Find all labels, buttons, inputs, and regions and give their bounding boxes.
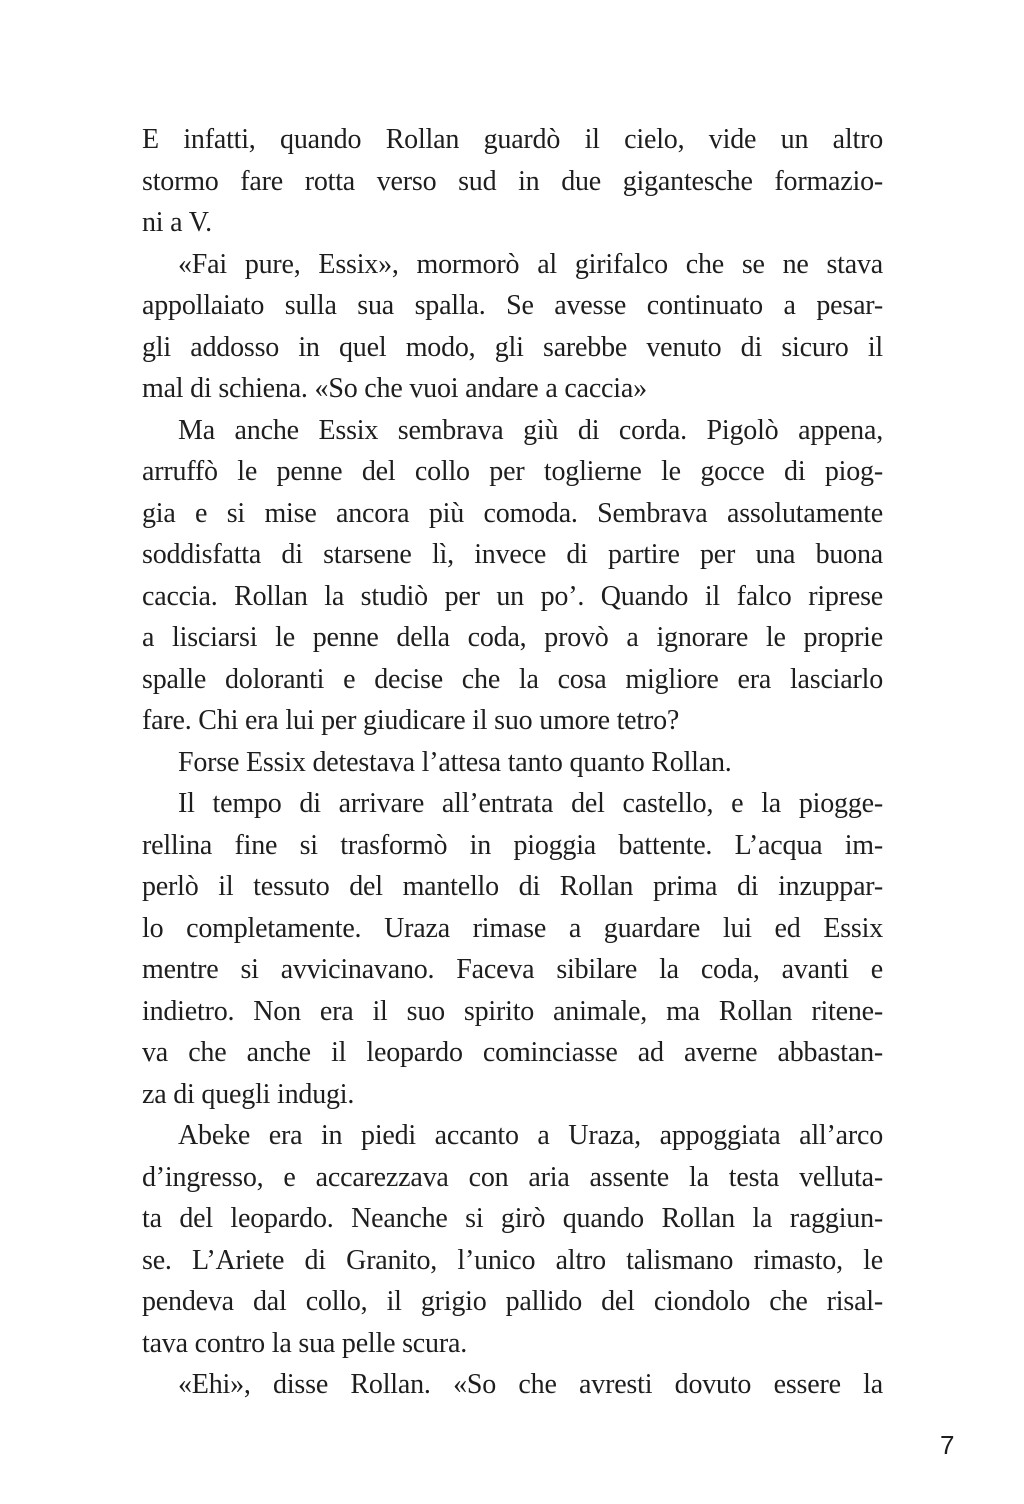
text-line: Ma anche Essix sembrava giù di corda. Pigolò appena, (178, 414, 883, 446)
text-line: tava contro la sua pelle scura. (142, 1327, 467, 1359)
text-line: gli addosso in quel modo, gli sarebbe venuto di sicuro il (142, 331, 883, 363)
text-line: va che anche il leopardo cominciasse ad averne abbastan- (142, 1037, 883, 1068)
text-line: mal di schiena. «So che vuoi andare a caccia» (142, 373, 647, 404)
text-line: E infatti, quando Rollan guardò il cielo, vide un altro (142, 124, 883, 155)
text-line: Abeke era in piedi accanto a Uraza, appoggiata all’arco (178, 1120, 883, 1151)
text-line: spalle doloranti e decise che la cosa migliore era lasciarlo (142, 663, 883, 695)
text-line: Forse Essix detestava l’attesa tanto quanto Rollan. (178, 746, 732, 778)
text-line: rellina fine si trasformò in pioggia battente. L’acqua im- (142, 829, 883, 861)
text-line: se. L’Ariete di Granito, l’unico altro talismano rimasto, le (142, 1244, 883, 1276)
text-line: soddisfatta di starsene lì, invece di partire per una buona (142, 539, 883, 570)
text-line: «Fai pure, Essix», mormorò al girifalco che se ne stava (178, 248, 883, 280)
text-line: fare. Chi era lui per giudicare il suo umore tetro? (142, 705, 680, 736)
text-line: mentre si avvicinavano. Faceva sibilare la coda, avanti e (142, 954, 883, 985)
text-line: stormo fare rotta verso sud in due gigantesche formazio- (142, 165, 883, 197)
text-line: caccia. Rollan la studiò per un po’. Quando il falco riprese (142, 580, 883, 612)
text-line: ta del leopardo. Neanche si girò quando Rollan la raggiun- (142, 1203, 883, 1234)
text-line: «Ehi», disse Rollan. «So che avresti dovuto essere la (178, 1369, 883, 1400)
text-line: a lisciarsi le penne della coda, provò a ignorare le proprie (142, 622, 883, 653)
text-line: arruffò le penne del collo per toglierne le gocce di piog- (142, 456, 883, 487)
text-line: perlò il tessuto del mantello di Rollan prima di inzuppar- (142, 871, 883, 902)
text-line: indietro. Non era il suo spirito animale, ma Rollan ritene- (142, 995, 883, 1027)
text-line: gia e si mise ancora più comoda. Sembrava assolutamente (142, 497, 883, 529)
text-line: pendeva dal collo, il grigio pallido del ciondolo che risal- (142, 1286, 883, 1317)
text-line: ni a V. (142, 207, 212, 238)
text-line: lo completamente. Uraza rimase a guardare lui ed Essix (142, 912, 883, 944)
body-text (142, 119, 883, 1406)
text-line: Il tempo di arrivare all’entrata del castello, e la piogge- (178, 788, 883, 819)
text-line: d’ingresso, e accarezzava con aria assente la testa velluta- (142, 1161, 883, 1193)
text-line: appollaiato sulla sua spalla. Se avesse continuato a pesar- (142, 290, 883, 321)
text-line: za di quegli indugi. (142, 1078, 355, 1110)
page-number: 7 (940, 1430, 955, 1460)
